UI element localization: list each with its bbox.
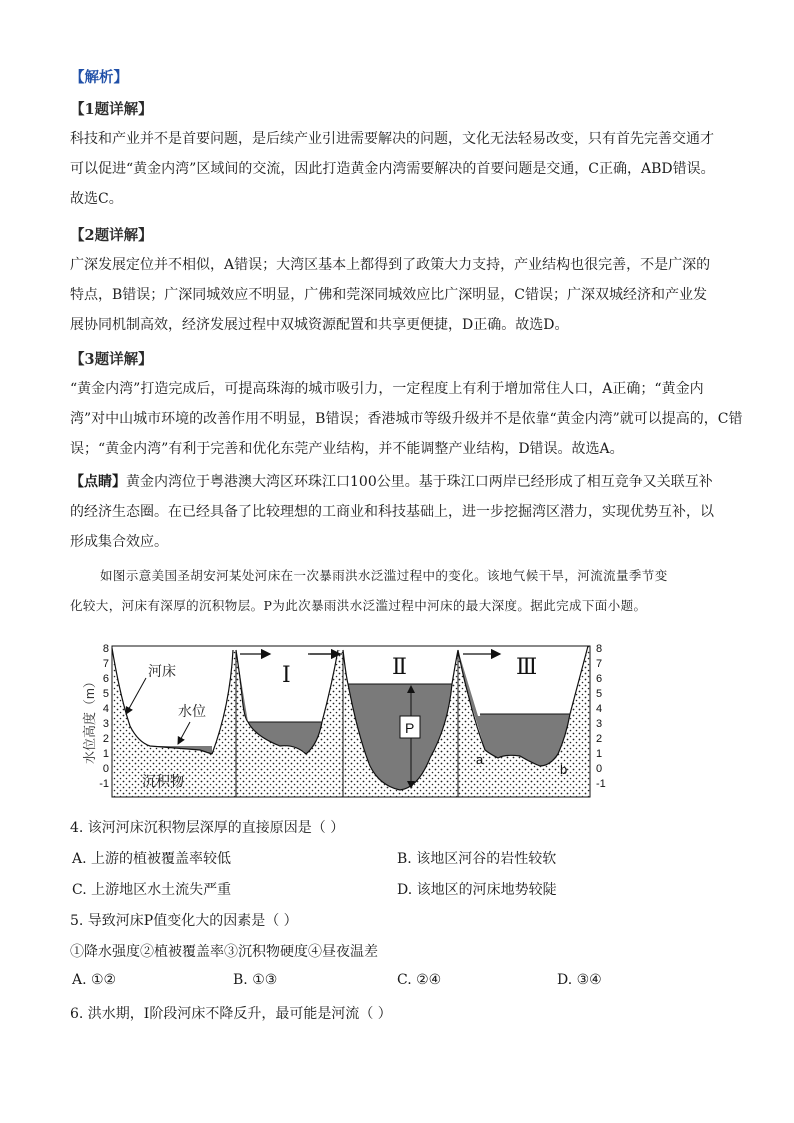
section-1-heading: 【1题详解】 xyxy=(70,101,153,118)
water-level-leader xyxy=(178,722,190,744)
paragraph-line: 展协同机制高效，经济发展过程中双城资源配置和共享更便捷，D正确。故选D。 xyxy=(70,317,569,333)
right-axis-tick: 8 xyxy=(596,643,603,655)
riverbed-label: 河床 xyxy=(148,663,176,679)
left-axis-tick: 8 xyxy=(102,643,109,655)
p-label: P xyxy=(405,720,415,736)
right-axis-tick: 3 xyxy=(596,718,603,730)
pointing-label: 【点睛】 xyxy=(70,474,126,490)
riverbed-diagram xyxy=(80,636,640,804)
right-axis-tick: 7 xyxy=(596,658,603,670)
right-axis-tick: 4 xyxy=(596,703,603,715)
sediment-area xyxy=(212,650,236,797)
paragraph-line: 的经济生态圈。在已经具备了比较理想的工商业和科技基础上，进一步挖掘湾区潜力，实现优势互补，以 xyxy=(70,504,714,520)
intro-line: 如图示意美国圣胡安河某处河床在一次暴雨洪水泛滥过程中的变化。该地气候干旱，河流流量季节变 xyxy=(100,568,668,583)
left-axis-tick: 0 xyxy=(102,763,109,775)
left-axis-tick: 1 xyxy=(102,748,109,760)
question-5-option-b[interactable]: B. ①③ xyxy=(233,972,278,988)
point-b-label: b xyxy=(560,762,568,777)
right-axis-ticks xyxy=(596,643,606,790)
left-axis-tick: 3 xyxy=(102,718,109,730)
stage-1-label: Ⅰ xyxy=(282,663,291,688)
paragraph-line: 科技和产业并不是首要问题，是后续产业引进需要解决的问题，文化无法轻易改变，只有首先完善交通才 xyxy=(70,131,714,147)
question-4-option-c[interactable]: C. 上游地区水土流失严重 xyxy=(72,882,232,898)
right-axis-tick: 6 xyxy=(596,673,603,685)
left-axis-tick: 2 xyxy=(102,733,109,745)
left-axis-tick: 7 xyxy=(102,658,109,670)
pointing-paragraph xyxy=(70,467,728,557)
pointing-text: 黄金内湾位于粤港澳大湾区环珠江口100公里。基于珠江口两岸已经形成了相互竞争又关联互补 xyxy=(126,474,713,490)
right-axis-tick: 1 xyxy=(596,748,603,760)
point-a-label: a xyxy=(476,752,484,767)
paragraph-line: 广深发展定位并不相似，A错误；大湾区基本上都得到了政策大力支持，产业结构也很完善，不是广深的 xyxy=(70,257,711,273)
riverbed-leader xyxy=(126,678,146,714)
stage-2-label: Ⅱ xyxy=(392,655,407,680)
paragraph-line: “黄金内湾”打造完成后，可提高珠海的城市吸引力，一定程度上有利于增加常住人口，A正确；“黄金内 xyxy=(70,381,704,397)
section-2-paragraph xyxy=(70,250,728,340)
right-axis-tick: 0 xyxy=(596,763,603,775)
question-4-option-d[interactable]: D. 该地区的河床地势较陡 xyxy=(397,882,557,898)
question-5-stem: 5. 导致河床P值变化大的因素是（ ） xyxy=(70,913,298,929)
question-5-option-a[interactable]: A. ①② xyxy=(72,972,117,988)
question-6-stem: 6. 洪水期，I阶段河床不降反升，最可能是河流（ ） xyxy=(70,1006,392,1022)
left-axis-tick: 5 xyxy=(102,688,109,700)
analysis-title: 【解析】 xyxy=(70,69,128,86)
intro-line: 化较大，河床有深厚的沉积物层。P为此次暴雨洪水泛滥过程中河床的最大深度。据此完成下面小题。 xyxy=(70,598,647,613)
right-axis-tick: 5 xyxy=(596,688,603,700)
water-level-label: 水位 xyxy=(178,703,206,719)
right-axis-tick: -1 xyxy=(596,778,606,790)
paragraph-line: 特点，B错误；广深同城效应不明显，广佛和莞深同城效应比广深明显，C错误；广深双城经济和产业发 xyxy=(70,287,707,303)
stage-3-label: Ⅲ xyxy=(516,655,538,680)
left-axis-tick: -1 xyxy=(99,778,109,790)
left-axis-tick: 4 xyxy=(102,703,109,715)
paragraph-line: 形成集合效应。 xyxy=(70,534,168,550)
section-3-heading: 【3题详解】 xyxy=(70,351,153,368)
paragraph-line xyxy=(70,467,728,497)
right-axis-tick: 2 xyxy=(596,733,603,745)
question-5-option-d[interactable]: D. ③④ xyxy=(557,972,602,988)
section-1-paragraph xyxy=(70,124,728,214)
section-3-paragraph xyxy=(70,374,743,464)
question-4-stem: 4. 该河河床沉积物层深厚的直接原因是（ ） xyxy=(70,820,345,836)
question-5-factors: ①降水强度②植被覆盖率③沉积物硬度④昼夜温差 xyxy=(70,944,378,960)
sediment-label: 沉积物 xyxy=(142,773,184,789)
question-4-option-b[interactable]: B. 该地区河谷的岩性较软 xyxy=(397,851,557,867)
paragraph-line: 湾”对中山城市环境的改善作用不明显，B错误；香港城市等级升级并不是依靠“黄金内湾”就可以提高的，C错 xyxy=(70,411,743,427)
figure-intro xyxy=(70,561,730,621)
y-axis-title: 水位高度（m） xyxy=(82,675,97,764)
section-2-heading: 【2题详解】 xyxy=(70,227,153,244)
paragraph-line: 可以促进“黄金内湾”区域间的交流，因此打造黄金内湾需要解决的首要问题是交通，C正确，ABD错误。 xyxy=(70,161,715,177)
paragraph-line: 误；“黄金内湾”有利于完善和优化东莞产业结构，并不能调整产业结构，D错误。故选A。 xyxy=(70,441,624,457)
paragraph-line: 故选C。 xyxy=(70,191,123,207)
left-axis-ticks xyxy=(99,643,109,790)
left-axis-tick: 6 xyxy=(102,673,109,685)
question-5-option-c[interactable]: C. ②④ xyxy=(397,972,442,988)
question-4-option-a[interactable]: A. 上游的植被覆盖率较低 xyxy=(72,851,232,867)
